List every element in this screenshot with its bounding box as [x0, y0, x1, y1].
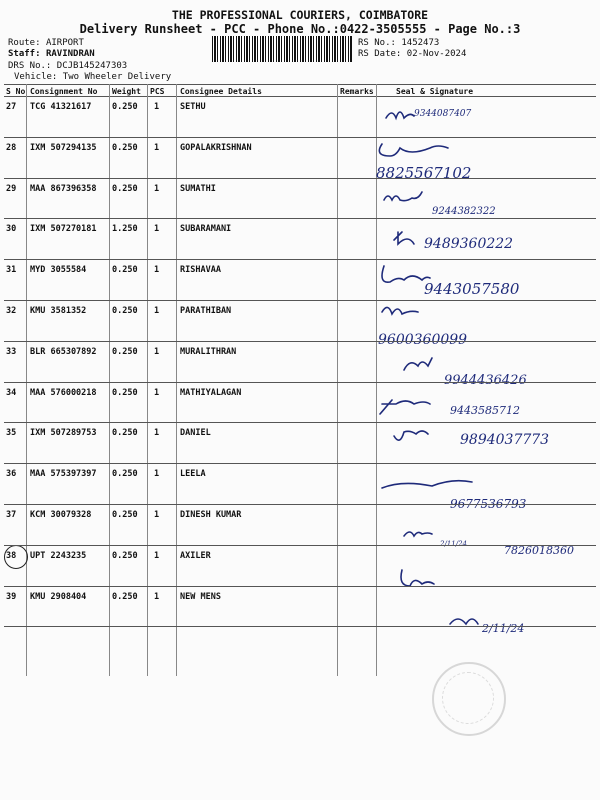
barcode-image [212, 36, 352, 62]
sno-cell: 31 [6, 265, 17, 276]
weight-cell: 0.250 [112, 142, 138, 153]
consignee-cell: GOPALAKRISHNAN [180, 142, 252, 153]
consignment-cell: TCG 41321617 [30, 102, 92, 112]
row-divider [4, 300, 596, 301]
table-row [4, 547, 596, 587]
table-row [4, 302, 596, 342]
table-row [4, 343, 596, 383]
consignment-cell: MYD 3055584 [30, 265, 87, 276]
col-header-sno: S No [6, 87, 26, 96]
vehicle-label: Vehicle: [14, 72, 58, 82]
weight-cell: 0.250 [112, 102, 138, 112]
pcs-cell: 1 [154, 224, 160, 235]
pcs-cell: 1 [154, 265, 160, 276]
sno-cell: 28 [6, 142, 17, 153]
table-row [4, 139, 596, 179]
phone-29: 9244382322 [432, 206, 496, 217]
sno-cell: 29 [6, 183, 17, 194]
pcs-cell: 1 [154, 550, 160, 561]
pcs-cell: 1 [154, 306, 160, 316]
pcs-cell: 1 [154, 102, 160, 112]
consignment-cell: KMU 2908404 [30, 591, 87, 602]
pcs-cell: 1 [154, 469, 160, 480]
consignment-cell: BLR 665307892 [30, 346, 97, 357]
drs-line [8, 61, 127, 72]
consignee-cell: LEELA [180, 469, 206, 480]
row-divider [4, 463, 596, 464]
rs-date-value: 02-Nov-2024 [406, 49, 467, 59]
row-divider [4, 218, 596, 219]
pcs-cell: 1 [154, 591, 160, 602]
sno-cell: 32 [6, 306, 17, 316]
staff-line [8, 49, 95, 60]
phone-28: 8825567102 [376, 164, 472, 182]
consignment-cell: MAA 575397397 [30, 469, 97, 480]
rs-date-line [358, 49, 466, 60]
pcs-cell: 1 [154, 183, 160, 194]
consignee-cell: DINESH KUMAR [180, 510, 242, 520]
vehicle-line [14, 72, 171, 83]
weight-cell: 0.250 [112, 428, 138, 439]
weight-cell: 0.250 [112, 510, 138, 520]
phone-33: 9944436426 [444, 373, 527, 388]
pcs-cell: 1 [154, 346, 160, 357]
rs-no-line [358, 38, 439, 49]
phone-31: 9443057580 [424, 280, 520, 298]
route-label: Route: [8, 38, 41, 48]
weight-cell: 0.250 [112, 183, 138, 194]
consignee-cell: MURALITHRAN [180, 346, 237, 357]
weight-cell: 0.250 [112, 387, 138, 398]
table-row [4, 384, 596, 424]
pcs-cell: 1 [154, 428, 160, 439]
staff-label: Staff: [8, 49, 41, 59]
table-row [4, 220, 596, 260]
sno-cell: 36 [6, 469, 17, 480]
consignee-cell: NEW MENS [180, 591, 221, 602]
vehicle-value: Two Wheeler Delivery [62, 72, 172, 82]
consignment-cell: IXM 507294135 [30, 142, 97, 153]
phone-30: 9489360222 [424, 236, 514, 252]
rs-no-label: RS No.: [358, 38, 396, 48]
col-header-consignment: Consignment No [30, 87, 98, 96]
sno-cell: 38 [6, 550, 17, 561]
phone-34: 9443585712 [450, 404, 520, 417]
sno-cell: 33 [6, 346, 17, 357]
sno-cell: 39 [6, 591, 17, 602]
drs-value: DCJB145247303 [56, 61, 128, 71]
consignee-cell: DANIEL [180, 428, 211, 439]
row-divider [4, 545, 596, 546]
weight-cell: 0.250 [112, 469, 138, 480]
sno-cell: 27 [6, 102, 17, 112]
phone-36: 9677536793 [450, 497, 527, 511]
col-header-seal-signature: Seal & Signature [396, 87, 474, 96]
pcs-cell: 1 [154, 387, 160, 398]
consignee-cell: SETHU [180, 102, 206, 112]
row-divider [4, 626, 596, 627]
consignment-cell: KMU 3581352 [30, 306, 87, 316]
row-divider [4, 586, 596, 587]
weight-cell: 0.250 [112, 346, 138, 357]
sno-cell: 37 [6, 510, 17, 520]
date-39: 2/11/24 [482, 622, 525, 635]
table-row [4, 465, 596, 505]
phone-32: 9600360099 [378, 332, 468, 348]
row-divider [4, 178, 596, 179]
consignment-cell: MAA 576000218 [30, 387, 97, 398]
date-37: 2/11/24 [440, 540, 467, 548]
runsheet-subtitle: Delivery Runsheet - PCC - Phone No.:0422-3505555 - Page No.:3 [79, 22, 521, 36]
consignment-cell: UPT 2243235 [30, 550, 87, 561]
rs-date-label: RS Date: [358, 49, 402, 59]
runsheet-table [4, 84, 596, 684]
sno-cell: 34 [6, 387, 17, 398]
drs-label: DRS No.: [8, 61, 52, 71]
table-row [4, 180, 596, 220]
weight-cell: 0.250 [112, 306, 138, 316]
row-38-circle-mark [4, 545, 28, 569]
consignee-cell: SUBARAMANI [180, 224, 232, 235]
rs-no-value: 1452473 [401, 38, 440, 48]
row-divider [4, 137, 596, 138]
route-value: AIRPORT [45, 38, 84, 48]
table-row [4, 261, 596, 301]
row-divider [4, 341, 596, 342]
pcs-cell: 1 [154, 510, 160, 520]
weight-cell: 0.250 [112, 591, 138, 602]
consignment-cell: IXM 507289753 [30, 428, 97, 439]
table-row [4, 98, 596, 138]
row-divider [4, 259, 596, 260]
row-divider [4, 504, 596, 505]
weight-cell: 0.250 [112, 550, 138, 561]
table-row [4, 506, 596, 546]
row-divider [4, 422, 596, 423]
consignee-cell: SUMATHI [180, 183, 216, 194]
weight-cell: 0.250 [112, 265, 138, 276]
consignment-cell: MAA 867396358 [30, 183, 97, 194]
consignment-cell: IXM 507270181 [30, 224, 97, 235]
phone-27: 9344087407 [414, 109, 472, 119]
consignee-cell: AXILER [180, 550, 211, 561]
col-header-weight: Weight [112, 87, 141, 96]
company-title: THE PROFESSIONAL COURIERS, COIMBATORE [171, 8, 429, 22]
sno-cell: 30 [6, 224, 17, 235]
sno-cell: 35 [6, 428, 17, 439]
consignee-cell: PARATHIBAN [180, 306, 232, 316]
pcs-cell: 1 [154, 142, 160, 153]
consignee-cell: RISHAVAA [180, 265, 221, 276]
phone-37: 7826018360 [504, 544, 574, 557]
route-line [8, 38, 84, 49]
seal-stamp [432, 662, 506, 736]
col-header-consignee: Consignee Details [180, 87, 262, 96]
staff-value: RAVINDRAN [45, 49, 95, 59]
phone-35: 9894037773 [460, 432, 550, 448]
table-row [4, 588, 596, 628]
col-header-pcs: PCS [150, 87, 165, 96]
weight-cell: 1.250 [112, 224, 138, 235]
consignee-cell: MATHIYALAGAN [180, 387, 242, 398]
table-row [4, 424, 596, 464]
col-header-remarks: Remarks [340, 87, 374, 96]
row-divider [4, 382, 596, 383]
consignment-cell: KCM 30079328 [30, 510, 92, 520]
